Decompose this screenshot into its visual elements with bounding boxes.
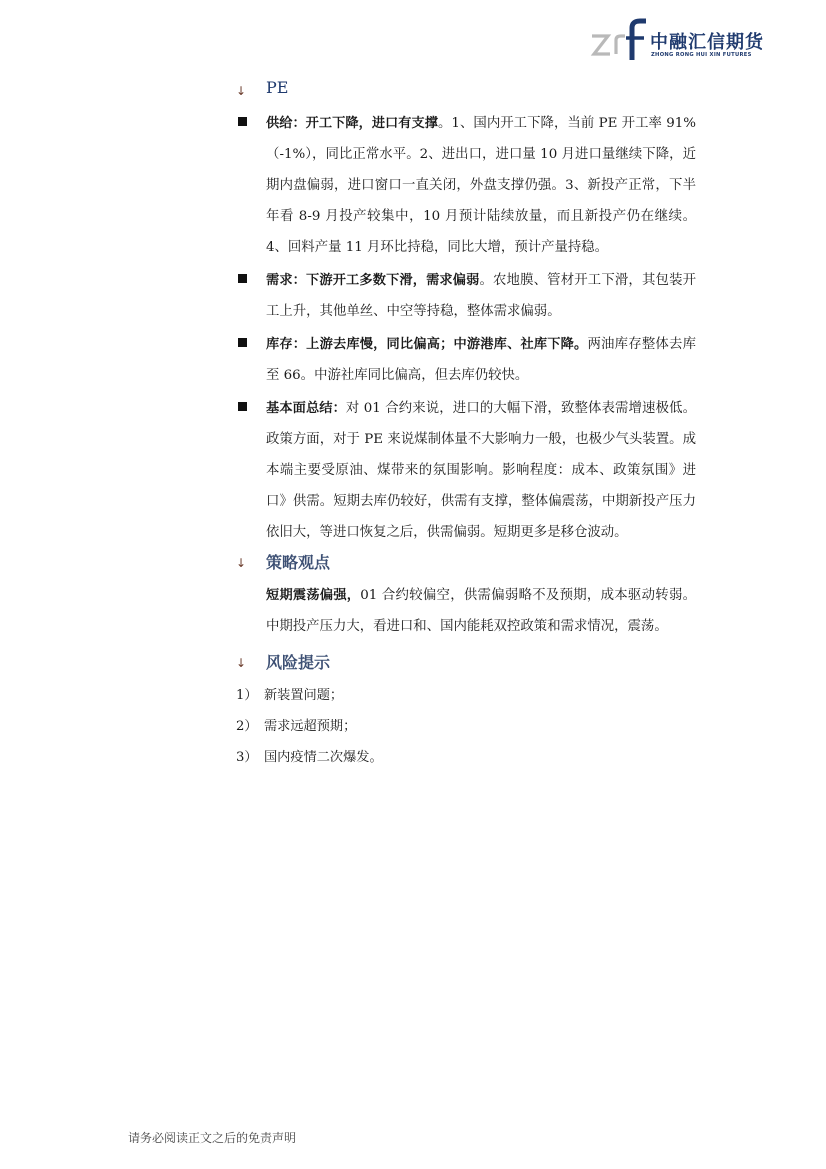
risk-number: 1） — [236, 688, 258, 703]
bullet-text: 两油库存整体去库至 66。中游社库同比偏高，但去库仍较快。 — [266, 337, 697, 383]
down-arrow-icon: ↓ — [236, 84, 247, 98]
company-logo — [590, 18, 780, 64]
bullet-text: 。1、国内开工下降，当前 PE 开工率 91%（-1%），同比正常水平。2、进出口，进口量 10 月进口量继续下降，近期内盘偏弱，进口窗口一直关闭，外盘支撑仍强。3、新投产正常，下半年看 8-9 月投产较集中，10 月预计陆续放量，而且新投产仍在继续。4、回料产量 11 月环比持稳，同比大增，预计产量持稳。 — [266, 116, 696, 255]
bullet-lead: 供给：开工下降，进口有支撑 — [266, 116, 438, 131]
strategy-lead: 短期震荡偏强， — [266, 588, 361, 603]
zrf-logo-mark-icon — [590, 18, 652, 64]
bullet-text: 。农地膜、管材开工下滑，其包装开工上升，其他单丝、中空等持稳，整体需求偏弱。 — [266, 273, 697, 319]
strategy-paragraph — [236, 580, 696, 642]
bullet-text: 对 01 合约来说，进口的大幅下滑，致整体表需增速极低。政策方面，对于 PE 来说煤制体量不大影响力一般，也极少气头装置。成本端主要受原油、煤带来的氛围影响。影响程度：成本、政策氛围》进口》供需。短期去库仍较好，供需有支撑，整体偏震荡，中期新投产压力依旧大，等进口恢复之后，供需偏弱。短期更多是移仓波动。 — [266, 401, 696, 540]
square-bullet-icon — [238, 274, 247, 283]
risk-text: 国内疫情二次爆发。 — [264, 750, 383, 765]
bullet-lead: 基本面总结： — [266, 401, 346, 416]
logo-cn-name: 中融汇信期货 — [650, 32, 764, 53]
bullet-lead: 需求：下游开工多数下滑，需求偏弱 — [266, 273, 480, 288]
risk-list — [236, 680, 696, 773]
strategy-heading-text: 策略观点 — [266, 553, 331, 572]
square-bullet-icon — [238, 402, 247, 411]
risk-number: 3） — [236, 750, 258, 765]
square-bullet-icon — [238, 117, 247, 126]
bullet-fundamentals-summary — [236, 393, 696, 548]
strategy-section-heading — [236, 550, 696, 578]
risk-text: 需求远超预期； — [264, 719, 357, 734]
bullet-lead: 库存：上游去库慢，同比偏高；中游港库、社库下降。 — [266, 337, 588, 352]
pe-heading-text: PE — [266, 78, 289, 97]
disclaimer-footer: 请务必阅读正文之后的免责声明 — [128, 1131, 297, 1145]
bullet-inventory — [236, 329, 696, 391]
square-bullet-icon — [238, 338, 247, 347]
risk-heading-text: 风险提示 — [266, 653, 331, 672]
list-item — [236, 711, 696, 742]
down-arrow-icon: ↓ — [236, 656, 247, 670]
strategy-text: 01 合约较偏空，供需偏弱略不及预期，成本驱动转弱。中期投产压力大，看进口和、国内能耗双控政策和需求情况，震荡。 — [266, 588, 697, 634]
risk-number: 2） — [236, 719, 258, 734]
pe-section-heading — [236, 78, 696, 106]
report-body — [236, 78, 696, 773]
bullet-supply — [236, 108, 696, 263]
bullet-demand — [236, 265, 696, 327]
risk-section-heading — [236, 650, 696, 678]
list-item — [236, 742, 696, 773]
down-arrow-icon: ↓ — [236, 556, 247, 570]
risk-text: 新装置问题； — [264, 688, 344, 703]
logo-en-name: ZHONG RONG HUI XIN FUTURES — [651, 52, 752, 58]
list-item — [236, 680, 696, 711]
